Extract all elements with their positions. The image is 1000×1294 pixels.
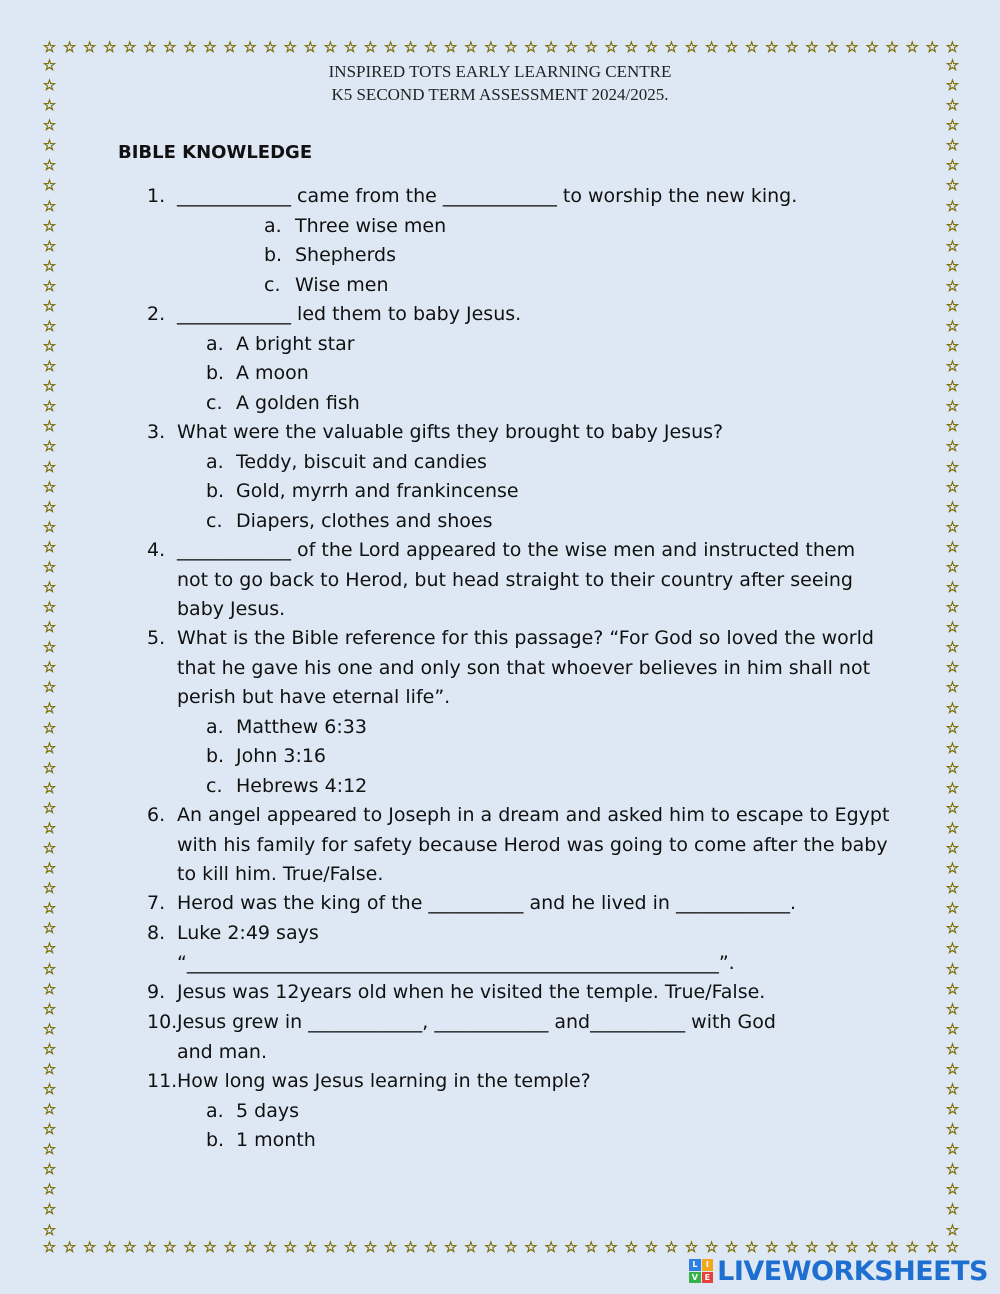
star-icon: ☆ xyxy=(42,1238,57,1256)
star-icon: ☆ xyxy=(945,1120,960,1139)
liveworksheets-logo-icon: L I V E xyxy=(689,1259,713,1283)
star-icon: ☆ xyxy=(945,537,960,556)
star-icon: ☆ xyxy=(945,939,960,958)
star-icon: ☆ xyxy=(945,698,960,717)
star-icon: ☆ xyxy=(42,296,57,315)
star-icon: ☆ xyxy=(243,38,257,56)
star-icon: ☆ xyxy=(524,1238,538,1256)
star-icon: ☆ xyxy=(42,1100,57,1119)
star-icon: ☆ xyxy=(42,839,57,858)
star-icon: ☆ xyxy=(283,38,297,56)
question-number: 6. xyxy=(147,804,166,826)
star-icon: ☆ xyxy=(42,658,57,677)
star-icon: ☆ xyxy=(945,1238,960,1256)
star-icon: ☆ xyxy=(343,38,358,56)
question-text: “________________________________________________________”. xyxy=(177,951,735,974)
star-icon: ☆ xyxy=(785,1238,799,1256)
star-icon: ☆ xyxy=(42,76,57,95)
question-text: that he gave his one and only son that whoever believes in him shall not xyxy=(177,656,871,679)
star-icon: ☆ xyxy=(42,417,57,436)
star-icon: ☆ xyxy=(945,638,960,657)
option-text[interactable]: John 3:16 xyxy=(236,745,327,767)
star-icon: ☆ xyxy=(42,517,57,536)
option-letter: a. xyxy=(264,214,282,237)
star-icon: ☆ xyxy=(283,1238,297,1256)
star-icon: ☆ xyxy=(945,658,960,677)
question-number: 8. xyxy=(147,922,166,944)
star-icon: ☆ xyxy=(183,1238,197,1256)
star-icon: ☆ xyxy=(263,38,277,56)
star-icon: ☆ xyxy=(684,1238,699,1256)
star-icon: ☆ xyxy=(604,1238,618,1256)
star-icon: ☆ xyxy=(444,38,458,56)
star-icon: ☆ xyxy=(945,38,960,56)
star-icon: ☆ xyxy=(263,1238,277,1256)
question-number: 4. xyxy=(147,539,166,561)
star-icon: ☆ xyxy=(805,1238,819,1256)
star-icon: ☆ xyxy=(945,377,960,396)
star-icon: ☆ xyxy=(464,1238,478,1256)
star-icon: ☆ xyxy=(42,959,57,978)
star-icon: ☆ xyxy=(403,38,418,56)
star-icon: ☆ xyxy=(584,1238,598,1256)
star-icon: ☆ xyxy=(945,899,960,918)
star-icon: ☆ xyxy=(945,919,960,938)
star-icon: ☆ xyxy=(42,1079,57,1098)
star-icon: ☆ xyxy=(724,38,739,56)
star-icon: ☆ xyxy=(945,839,960,858)
question-text: with his family for safety because Herod was going to come after the baby xyxy=(177,833,888,856)
star-icon: ☆ xyxy=(42,477,57,496)
option-letter: a. xyxy=(206,715,224,738)
star-icon: ☆ xyxy=(925,38,939,56)
star-icon: ☆ xyxy=(805,38,819,56)
star-icon: ☆ xyxy=(82,1238,97,1256)
star-icon: ☆ xyxy=(825,38,839,56)
star-icon: ☆ xyxy=(724,1238,739,1256)
star-icon: ☆ xyxy=(42,1039,57,1058)
star-icon: ☆ xyxy=(42,457,57,476)
question-number: 2. xyxy=(147,303,166,325)
question-number: 9. xyxy=(147,981,166,1003)
option-text[interactable]: Gold, myrrh and frankincense xyxy=(236,480,519,502)
star-icon: ☆ xyxy=(945,718,960,737)
star-icon: ☆ xyxy=(744,1238,759,1256)
star-icon: ☆ xyxy=(905,1238,919,1256)
star-icon: ☆ xyxy=(42,337,57,356)
question-text: ____________ came from the ____________ to worship the new king. xyxy=(177,185,798,207)
star-icon: ☆ xyxy=(945,397,960,416)
option-letter: c. xyxy=(206,509,223,532)
star-icon: ☆ xyxy=(945,156,960,175)
star-icon: ☆ xyxy=(423,1238,438,1256)
star-icon: ☆ xyxy=(42,176,57,195)
option-text[interactable]: Teddy, biscuit and candies xyxy=(236,450,487,473)
star-icon: ☆ xyxy=(323,38,338,56)
star-icon: ☆ xyxy=(865,1238,879,1256)
star-icon: ☆ xyxy=(42,1120,57,1139)
star-icon: ☆ xyxy=(42,397,57,416)
option-letter: c. xyxy=(206,774,223,797)
star-icon: ☆ xyxy=(945,96,960,115)
star-icon: ☆ xyxy=(564,38,578,56)
assessment-title: K5 SECOND TERM ASSESSMENT 2024/2025. xyxy=(331,85,669,104)
question-text: Jesus was 12years old when he visited the temple. True/False. xyxy=(177,981,766,1003)
star-icon: ☆ xyxy=(945,557,960,576)
star-icon: ☆ xyxy=(42,1019,57,1038)
star-icon: ☆ xyxy=(945,437,960,456)
star-icon: ☆ xyxy=(885,38,899,56)
star-icon: ☆ xyxy=(42,798,57,817)
question-text: to kill him. True/False. xyxy=(177,863,384,885)
star-icon: ☆ xyxy=(484,38,498,56)
star-icon: ☆ xyxy=(845,1238,859,1256)
star-icon: ☆ xyxy=(42,758,57,777)
star-icon: ☆ xyxy=(143,1238,157,1256)
star-icon: ☆ xyxy=(42,698,57,717)
question-text: An angel appeared to Joseph in a dream and asked him to escape to Egypt xyxy=(177,804,890,826)
star-icon: ☆ xyxy=(544,1238,558,1256)
star-icon: ☆ xyxy=(765,38,779,56)
star-icon: ☆ xyxy=(945,979,960,998)
star-icon: ☆ xyxy=(123,38,137,56)
star-icon: ☆ xyxy=(905,38,919,56)
star-icon: ☆ xyxy=(945,1140,960,1159)
star-icon: ☆ xyxy=(42,678,57,697)
star-icon: ☆ xyxy=(945,598,960,617)
question-text: Jesus grew in ____________, ____________ and__________ with God xyxy=(177,1011,776,1033)
star-icon: ☆ xyxy=(945,859,960,878)
star-icon: ☆ xyxy=(42,638,57,657)
star-icon: ☆ xyxy=(945,1200,960,1219)
star-icon: ☆ xyxy=(42,96,57,115)
option-text[interactable]: Three wise men xyxy=(295,214,447,237)
star-icon: ☆ xyxy=(524,38,538,56)
star-icon: ☆ xyxy=(644,1238,659,1256)
question-text: What were the valuable gifts they brought to baby Jesus? xyxy=(177,421,724,443)
star-icon: ☆ xyxy=(945,517,960,536)
star-icon: ☆ xyxy=(945,1180,960,1199)
question-text: Herod was the king of the __________ and he lived in ____________. xyxy=(177,892,797,914)
star-icon: ☆ xyxy=(504,1238,518,1256)
star-icon: ☆ xyxy=(123,1238,137,1256)
star-icon: ☆ xyxy=(42,196,57,215)
star-icon: ☆ xyxy=(42,276,57,295)
star-icon: ☆ xyxy=(42,437,57,456)
question-number: 7. xyxy=(147,892,166,914)
star-icon: ☆ xyxy=(664,38,679,56)
star-icon: ☆ xyxy=(303,1238,318,1256)
option-text[interactable]: Hebrews 4:12 xyxy=(236,774,368,797)
star-icon: ☆ xyxy=(765,1238,779,1256)
star-icon: ☆ xyxy=(42,738,57,757)
option-letter: a. xyxy=(206,450,224,473)
star-icon: ☆ xyxy=(945,497,960,516)
question-number: 5. xyxy=(147,627,166,649)
star-icon: ☆ xyxy=(42,939,57,958)
star-icon: ☆ xyxy=(644,38,659,56)
liveworksheets-logo xyxy=(689,1256,988,1286)
star-icon: ☆ xyxy=(343,1238,358,1256)
star-icon: ☆ xyxy=(42,818,57,837)
star-icon: ☆ xyxy=(42,1160,57,1179)
star-icon: ☆ xyxy=(62,38,77,56)
star-icon: ☆ xyxy=(62,1238,77,1256)
star-icon: ☆ xyxy=(945,738,960,757)
star-icon: ☆ xyxy=(42,1059,57,1078)
star-icon: ☆ xyxy=(42,1180,57,1199)
star-icon: ☆ xyxy=(945,357,960,376)
star-icon: ☆ xyxy=(945,56,960,74)
option-text[interactable]: 5 days xyxy=(236,1099,299,1122)
option-text[interactable]: A moon xyxy=(236,362,309,384)
star-icon: ☆ xyxy=(464,38,478,56)
option-text[interactable]: A bright star xyxy=(236,332,355,355)
star-icon: ☆ xyxy=(945,317,960,336)
star-icon: ☆ xyxy=(925,1238,939,1256)
option-letter: b. xyxy=(206,745,225,767)
star-border-right xyxy=(945,58,960,1238)
star-icon: ☆ xyxy=(845,38,859,56)
star-icon: ☆ xyxy=(945,216,960,235)
star-icon: ☆ xyxy=(102,1238,117,1256)
star-icon: ☆ xyxy=(42,56,57,74)
star-icon: ☆ xyxy=(945,798,960,817)
option-text[interactable]: Diapers, clothes and shoes xyxy=(236,509,493,532)
star-icon: ☆ xyxy=(203,38,217,56)
star-icon: ☆ xyxy=(42,578,57,597)
option-letter: b. xyxy=(206,1129,225,1151)
option-letter: c. xyxy=(206,391,223,414)
star-icon: ☆ xyxy=(684,38,699,56)
star-icon: ☆ xyxy=(42,598,57,617)
star-icon: ☆ xyxy=(945,337,960,356)
star-icon: ☆ xyxy=(825,1238,839,1256)
option-text[interactable]: Shepherds xyxy=(295,244,397,266)
star-icon: ☆ xyxy=(42,618,57,637)
question-number: 3. xyxy=(147,421,166,443)
star-icon: ☆ xyxy=(42,136,57,155)
star-icon: ☆ xyxy=(42,256,57,275)
star-icon: ☆ xyxy=(945,477,960,496)
star-icon: ☆ xyxy=(945,778,960,797)
section-title: BIBLE KNOWLEDGE xyxy=(118,142,313,163)
star-icon: ☆ xyxy=(403,1238,418,1256)
star-icon: ☆ xyxy=(945,1059,960,1078)
star-icon: ☆ xyxy=(42,557,57,576)
star-icon: ☆ xyxy=(945,136,960,155)
star-icon: ☆ xyxy=(945,1160,960,1179)
star-icon: ☆ xyxy=(945,76,960,95)
star-icon: ☆ xyxy=(885,1238,899,1256)
option-letter: c. xyxy=(264,273,281,296)
option-text[interactable]: Wise men xyxy=(295,273,389,296)
star-icon: ☆ xyxy=(945,276,960,295)
star-icon: ☆ xyxy=(504,38,518,56)
question-number: 11. xyxy=(147,1070,178,1092)
star-icon: ☆ xyxy=(42,357,57,376)
star-icon: ☆ xyxy=(624,38,639,56)
school-name: INSPIRED TOTS EARLY LEARNING CENTRE xyxy=(328,62,672,81)
star-icon: ☆ xyxy=(785,38,799,56)
star-icon: ☆ xyxy=(243,1238,257,1256)
star-border-top xyxy=(42,40,960,55)
star-icon: ☆ xyxy=(945,256,960,275)
star-icon: ☆ xyxy=(42,537,57,556)
option-letter: b. xyxy=(206,362,225,384)
worksheet-header xyxy=(0,56,1000,106)
star-icon: ☆ xyxy=(42,778,57,797)
star-icon: ☆ xyxy=(42,1200,57,1219)
star-icon: ☆ xyxy=(42,497,57,516)
question-text: baby Jesus. xyxy=(177,598,286,620)
star-icon: ☆ xyxy=(42,38,57,56)
star-icon: ☆ xyxy=(744,38,759,56)
star-icon: ☆ xyxy=(42,156,57,175)
star-icon: ☆ xyxy=(664,1238,679,1256)
star-icon: ☆ xyxy=(303,38,318,56)
star-icon: ☆ xyxy=(945,236,960,255)
star-icon: ☆ xyxy=(945,999,960,1018)
option-text[interactable]: A golden fish xyxy=(236,391,360,414)
star-icon: ☆ xyxy=(484,1238,498,1256)
option-letter: a. xyxy=(206,332,224,355)
star-icon: ☆ xyxy=(223,1238,237,1256)
star-icon: ☆ xyxy=(203,1238,217,1256)
question-text: What is the Bible reference for this passage? “For God so loved the world xyxy=(177,627,874,649)
star-icon: ☆ xyxy=(544,38,558,56)
star-icon: ☆ xyxy=(163,1238,177,1256)
star-icon: ☆ xyxy=(223,38,237,56)
star-icon: ☆ xyxy=(704,1238,719,1256)
star-icon: ☆ xyxy=(945,1220,960,1239)
star-icon: ☆ xyxy=(363,1238,378,1256)
question-text: perish but have eternal life”. xyxy=(177,686,451,708)
star-icon: ☆ xyxy=(945,879,960,898)
option-text[interactable]: 1 month xyxy=(236,1129,316,1151)
star-icon: ☆ xyxy=(42,718,57,737)
option-text[interactable]: Matthew 6:33 xyxy=(236,715,367,738)
star-icon: ☆ xyxy=(945,959,960,978)
star-icon: ☆ xyxy=(945,758,960,777)
star-icon: ☆ xyxy=(42,999,57,1018)
star-icon: ☆ xyxy=(82,38,97,56)
star-icon: ☆ xyxy=(945,457,960,476)
star-icon: ☆ xyxy=(143,38,157,56)
star-icon: ☆ xyxy=(945,578,960,597)
option-letter: b. xyxy=(206,480,225,502)
liveworksheets-brand: LIVEWORKSHEETS xyxy=(717,1255,988,1287)
star-icon: ☆ xyxy=(423,38,438,56)
question-text: not to go back to Herod, but head straight to their country after seeing xyxy=(177,568,853,591)
star-icon: ☆ xyxy=(42,317,57,336)
question-text: How long was Jesus learning in the temple? xyxy=(177,1070,591,1092)
star-icon: ☆ xyxy=(945,1039,960,1058)
star-icon: ☆ xyxy=(945,1100,960,1119)
star-icon: ☆ xyxy=(42,919,57,938)
star-icon: ☆ xyxy=(945,678,960,697)
star-icon: ☆ xyxy=(183,38,197,56)
star-icon: ☆ xyxy=(945,176,960,195)
star-icon: ☆ xyxy=(42,216,57,235)
option-letter: a. xyxy=(206,1099,224,1122)
star-icon: ☆ xyxy=(704,38,719,56)
star-icon: ☆ xyxy=(323,1238,338,1256)
question-text: ____________ of the Lord appeared to the wise men and instructed them xyxy=(177,539,856,561)
star-icon: ☆ xyxy=(945,196,960,215)
star-icon: ☆ xyxy=(42,236,57,255)
star-icon: ☆ xyxy=(42,979,57,998)
star-icon: ☆ xyxy=(42,859,57,878)
star-icon: ☆ xyxy=(163,38,177,56)
star-icon: ☆ xyxy=(945,417,960,436)
star-icon: ☆ xyxy=(42,116,57,135)
option-letter: b. xyxy=(264,244,283,266)
star-icon: ☆ xyxy=(383,38,398,56)
star-icon: ☆ xyxy=(604,38,618,56)
question-text: Luke 2:49 says xyxy=(177,922,319,944)
question-text: ____________ led them to baby Jesus. xyxy=(177,303,522,325)
star-icon: ☆ xyxy=(564,1238,578,1256)
star-border-bottom xyxy=(42,1240,960,1255)
star-icon: ☆ xyxy=(945,296,960,315)
star-icon: ☆ xyxy=(383,1238,398,1256)
star-icon: ☆ xyxy=(102,38,117,56)
question-number: 10. xyxy=(147,1011,178,1033)
star-icon: ☆ xyxy=(945,116,960,135)
star-icon: ☆ xyxy=(945,1019,960,1038)
star-icon: ☆ xyxy=(945,818,960,837)
star-icon: ☆ xyxy=(945,618,960,637)
star-icon: ☆ xyxy=(865,38,879,56)
star-icon: ☆ xyxy=(444,1238,458,1256)
star-icon: ☆ xyxy=(42,879,57,898)
question-number: 1. xyxy=(147,185,166,207)
star-icon: ☆ xyxy=(42,899,57,918)
star-icon: ☆ xyxy=(42,1140,57,1159)
question-text: and man. xyxy=(177,1040,268,1063)
star-icon: ☆ xyxy=(945,1079,960,1098)
star-icon: ☆ xyxy=(584,38,598,56)
star-icon: ☆ xyxy=(363,38,378,56)
star-icon: ☆ xyxy=(42,377,57,396)
star-icon: ☆ xyxy=(624,1238,639,1256)
star-border-left xyxy=(42,58,57,1238)
star-icon: ☆ xyxy=(42,1220,57,1239)
